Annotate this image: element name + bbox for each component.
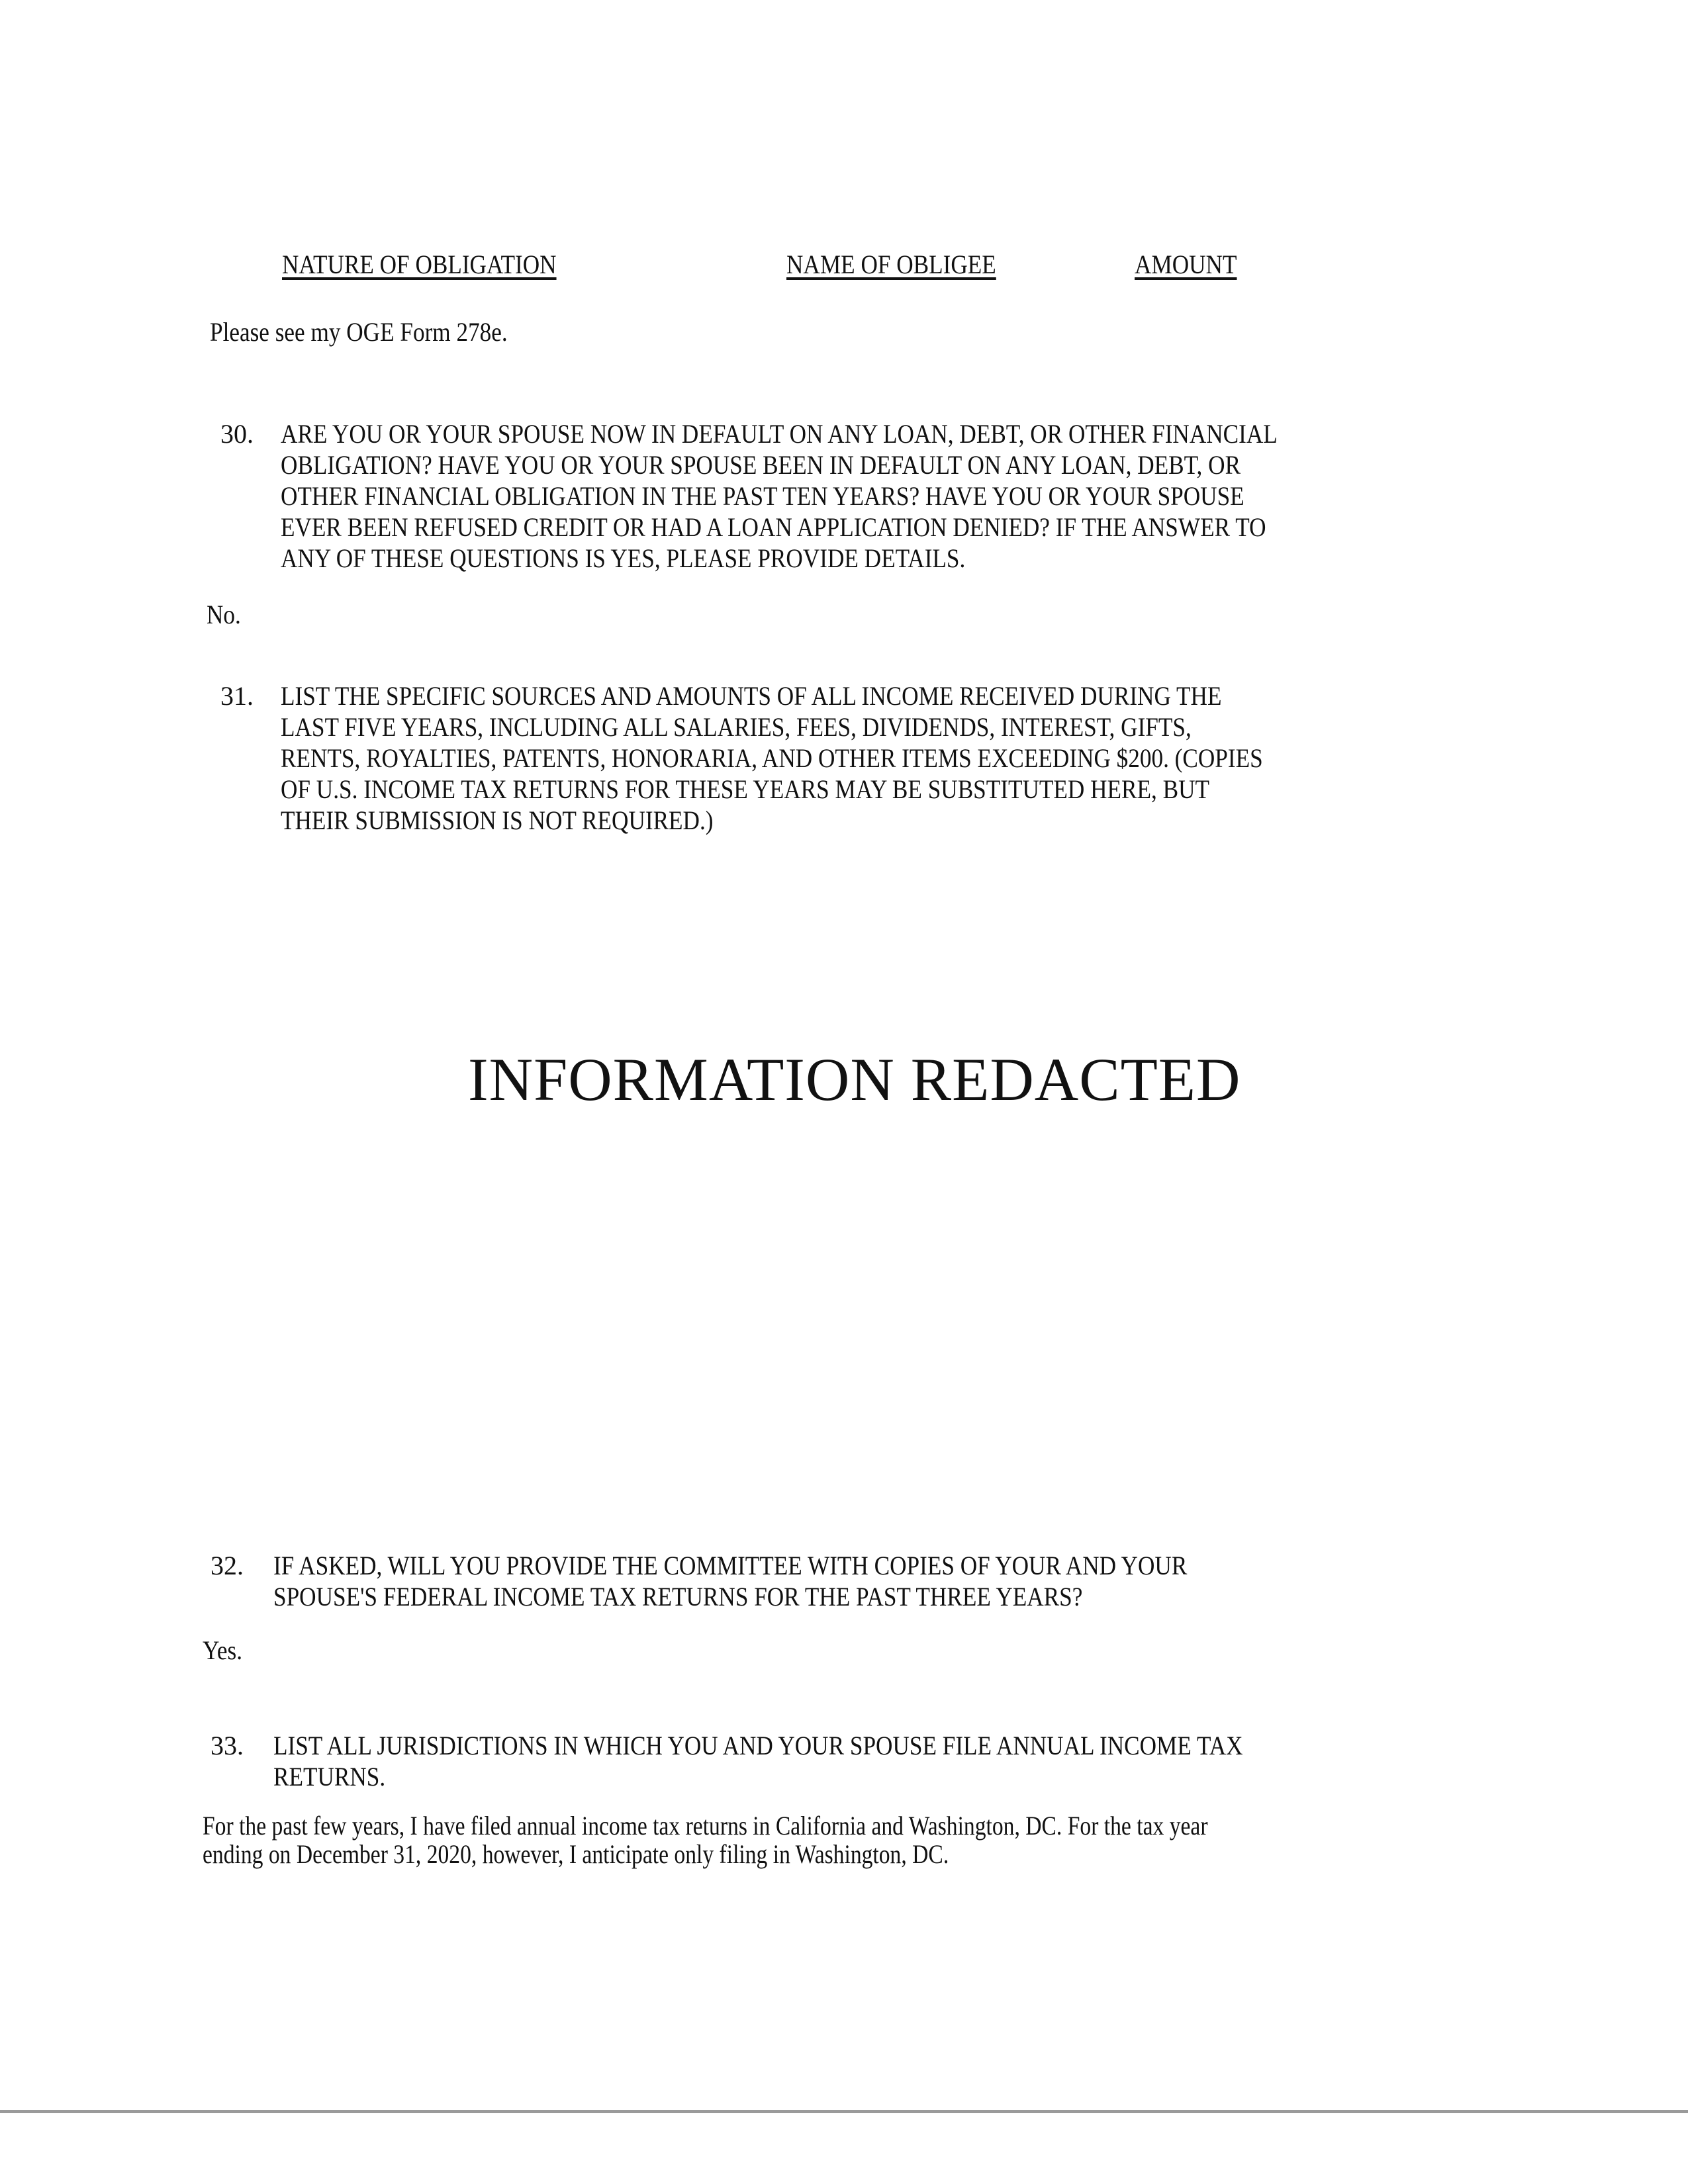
question-text: LIST ALL JURISDICTIONS IN WHICH YOU AND YOUR SPOUSE FILE ANNUAL INCOME TAX RETURNS. (273, 1731, 1243, 1792)
q33-answer-line-2: ending on December 31, 2020, however, I anticipate only filing in Washington, DC. (203, 1839, 949, 1869)
scan-edge-divider (0, 2110, 1688, 2113)
question-text: LIST THE SPECIFIC SOURCES AND AMOUNTS OF ALL INCOME RECEIVED DURING THE LAST FIVE YEARS, INCLUDING ALL SALARIES, FEES, DIVIDENDS, INTEREST, GIFTS, RENTS, ROYALTIES, PATENTS, HONORARIA, AND OTHER ITEMS EXCEEDING $200. (COPIES OF U.S. INCOME TAX RETURNS FOR THESE YEARS MAY BE SUBSTITUTED HERE, BUT THEIR SUBMISSION IS NOT REQUIRED.) (281, 681, 1263, 835)
redaction-notice: INFORMATION REDACTED (468, 1046, 1241, 1113)
header-name-of-obligee: NAME OF OBLIGEE (786, 250, 996, 279)
header-amount: AMOUNT (1135, 250, 1237, 279)
question-text: ARE YOU OR YOUR SPOUSE NOW IN DEFAULT ON ANY LOAN, DEBT, OR OTHER FINANCIAL OBLIGATION? HAVE YOU OR YOUR SPOUSE BEEN IN DEFAULT ON ANY LOAN, DEBT, OR OTHER FINANCIAL OBLIGATION IN THE PAST TEN YEARS? HAVE YOU OR YOUR SPOUSE EVER BEEN REFUSED CREDIT OR HAD A LOAN APPLICATION DENIED? IF THE ANSWER TO ANY OF THESE QUESTIONS IS YES, PLEASE PROVIDE DETAILS. (281, 419, 1278, 573)
question-number: 32. (211, 1551, 244, 1580)
question-number: 31. (220, 681, 254, 711)
question-number: 30. (220, 419, 254, 449)
q32-answer: Yes. (203, 1635, 243, 1665)
question-text: IF ASKED, WILL YOU PROVIDE THE COMMITTEE WITH COPIES OF YOUR AND YOUR SPOUSE'S FEDERAL INCOME TAX RETURNS FOR THE PAST THREE YEARS? (273, 1551, 1188, 1612)
q33-answer-line-1: For the past few years, I have filed annual income tax returns in California and Washington, DC. For the tax year (203, 1811, 1208, 1841)
q30-answer: No. (207, 600, 241, 629)
header-nature-of-obligation: NATURE OF OBLIGATION (282, 250, 557, 279)
q29-answer: Please see my OGE Form 278e. (210, 317, 508, 347)
question-number: 33. (211, 1731, 244, 1760)
